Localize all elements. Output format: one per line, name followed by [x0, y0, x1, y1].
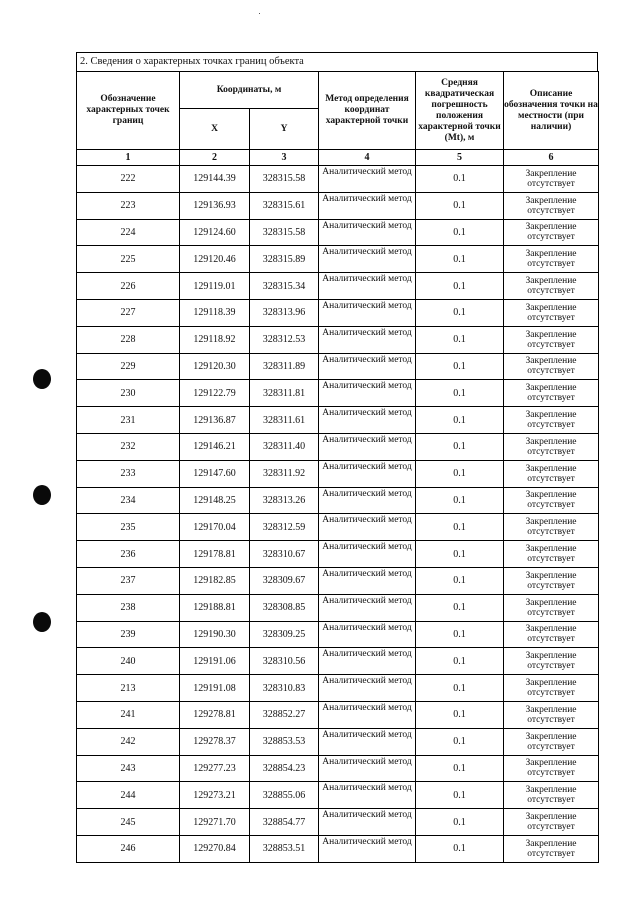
y-cell: 328855.06 [250, 782, 319, 809]
method-cell: Аналитический метод [319, 567, 416, 594]
point-cell: 229 [77, 353, 180, 380]
header-y: Y [250, 109, 319, 150]
y-cell: 328309.67 [250, 567, 319, 594]
x-cell: 129147.60 [180, 460, 250, 487]
mt-cell: 0.1 [416, 460, 504, 487]
x-cell: 129273.21 [180, 782, 250, 809]
point-cell: 230 [77, 380, 180, 407]
description-cell: Закрепление отсутствует [504, 675, 599, 702]
point-cell: 239 [77, 621, 180, 648]
table-row [77, 407, 599, 434]
point-cell: 225 [77, 246, 180, 273]
description-cell: Закрепление отсутствует [504, 835, 599, 862]
y-cell: 328313.26 [250, 487, 319, 514]
points-table [76, 71, 599, 863]
x-cell: 129190.30 [180, 621, 250, 648]
mt-cell: 0.1 [416, 299, 504, 326]
point-cell: 242 [77, 728, 180, 755]
description-cell: Закрепление отсутствует [504, 407, 599, 434]
y-cell: 328310.67 [250, 541, 319, 568]
mt-cell: 0.1 [416, 433, 504, 460]
description-cell: Закрепление отсутствует [504, 219, 599, 246]
points-section [76, 52, 598, 863]
column-number: 2 [180, 150, 250, 166]
y-cell: 328854.23 [250, 755, 319, 782]
x-cell: 129271.70 [180, 809, 250, 836]
section-title: 2. Сведения о характерных точках границ объекта [76, 52, 598, 71]
y-cell: 328310.83 [250, 675, 319, 702]
y-cell: 328315.61 [250, 192, 319, 219]
scan-speck [259, 13, 260, 14]
mt-cell: 0.1 [416, 353, 504, 380]
table-row [77, 380, 599, 407]
point-cell: 238 [77, 594, 180, 621]
point-cell: 244 [77, 782, 180, 809]
mt-cell: 0.1 [416, 594, 504, 621]
mt-cell: 0.1 [416, 809, 504, 836]
description-cell: Закрепление отсутствует [504, 326, 599, 353]
method-cell: Аналитический метод [319, 648, 416, 675]
y-cell: 328308.85 [250, 594, 319, 621]
method-cell: Аналитический метод [319, 433, 416, 460]
column-number: 5 [416, 150, 504, 166]
method-cell: Аналитический метод [319, 621, 416, 648]
method-cell: Аналитический метод [319, 166, 416, 193]
y-cell: 328311.40 [250, 433, 319, 460]
method-cell: Аналитический метод [319, 326, 416, 353]
y-cell: 328313.96 [250, 299, 319, 326]
y-cell: 328853.51 [250, 835, 319, 862]
point-cell: 226 [77, 273, 180, 300]
y-cell: 328853.53 [250, 728, 319, 755]
point-cell: 228 [77, 326, 180, 353]
mt-cell: 0.1 [416, 567, 504, 594]
description-cell: Закрепление отсутствует [504, 246, 599, 273]
description-cell: Закрепление отсутствует [504, 755, 599, 782]
mt-cell: 0.1 [416, 514, 504, 541]
description-cell: Закрепление отсутствует [504, 166, 599, 193]
point-cell: 245 [77, 809, 180, 836]
table-row [77, 460, 599, 487]
method-cell: Аналитический метод [319, 675, 416, 702]
point-cell: 223 [77, 192, 180, 219]
table-row [77, 353, 599, 380]
mt-cell: 0.1 [416, 835, 504, 862]
binder-hole [33, 485, 51, 505]
description-cell: Закрепление отсутствует [504, 621, 599, 648]
y-cell: 328310.56 [250, 648, 319, 675]
table-row [77, 755, 599, 782]
mt-cell: 0.1 [416, 166, 504, 193]
x-cell: 129277.23 [180, 755, 250, 782]
mt-cell: 0.1 [416, 273, 504, 300]
table-row [77, 487, 599, 514]
y-cell: 328312.59 [250, 514, 319, 541]
table-row [77, 326, 599, 353]
point-cell: 243 [77, 755, 180, 782]
x-cell: 129191.08 [180, 675, 250, 702]
method-cell: Аналитический метод [319, 192, 416, 219]
table-row [77, 273, 599, 300]
x-cell: 129144.39 [180, 166, 250, 193]
description-cell: Закрепление отсутствует [504, 380, 599, 407]
header-x: X [180, 109, 250, 150]
y-cell: 328852.27 [250, 701, 319, 728]
method-cell: Аналитический метод [319, 514, 416, 541]
method-cell: Аналитический метод [319, 541, 416, 568]
point-cell: 222 [77, 166, 180, 193]
method-cell: Аналитический метод [319, 701, 416, 728]
point-cell: 240 [77, 648, 180, 675]
mt-cell: 0.1 [416, 246, 504, 273]
description-cell: Закрепление отсутствует [504, 353, 599, 380]
y-cell: 328315.58 [250, 219, 319, 246]
table-row [77, 728, 599, 755]
mt-cell: 0.1 [416, 755, 504, 782]
point-cell: 234 [77, 487, 180, 514]
table-row [77, 541, 599, 568]
y-cell: 328315.58 [250, 166, 319, 193]
column-number: 6 [504, 150, 599, 166]
mt-cell: 0.1 [416, 782, 504, 809]
table-row [77, 567, 599, 594]
column-number: 1 [77, 150, 180, 166]
point-cell: 237 [77, 567, 180, 594]
method-cell: Аналитический метод [319, 782, 416, 809]
mt-cell: 0.1 [416, 380, 504, 407]
mt-cell: 0.1 [416, 701, 504, 728]
x-cell: 129178.81 [180, 541, 250, 568]
x-cell: 129188.81 [180, 594, 250, 621]
point-cell: 241 [77, 701, 180, 728]
table-body [77, 166, 599, 863]
mt-cell: 0.1 [416, 326, 504, 353]
description-cell: Закрепление отсутствует [504, 809, 599, 836]
table-row [77, 514, 599, 541]
table-row [77, 299, 599, 326]
x-cell: 129118.39 [180, 299, 250, 326]
table-row [77, 594, 599, 621]
description-cell: Закрепление отсутствует [504, 701, 599, 728]
x-cell: 129118.92 [180, 326, 250, 353]
table-row [77, 192, 599, 219]
header-point-designation: Обозначение характерных точек границ [77, 72, 180, 150]
x-cell: 129136.87 [180, 407, 250, 434]
x-cell: 129148.25 [180, 487, 250, 514]
description-cell: Закрепление отсутствует [504, 460, 599, 487]
description-cell: Закрепление отсутствует [504, 648, 599, 675]
table-row [77, 648, 599, 675]
point-cell: 233 [77, 460, 180, 487]
header-mt: Средняя квадратическая погрешность положения характерной точки (Mt), м [416, 72, 504, 150]
method-cell: Аналитический метод [319, 809, 416, 836]
description-cell: Закрепление отсутствует [504, 299, 599, 326]
mt-cell: 0.1 [416, 541, 504, 568]
table-row [77, 246, 599, 273]
method-cell: Аналитический метод [319, 407, 416, 434]
x-cell: 129146.21 [180, 433, 250, 460]
method-cell: Аналитический метод [319, 273, 416, 300]
y-cell: 328311.61 [250, 407, 319, 434]
y-cell: 328311.89 [250, 353, 319, 380]
point-cell: 213 [77, 675, 180, 702]
table-header [77, 72, 599, 166]
x-cell: 129170.04 [180, 514, 250, 541]
point-cell: 236 [77, 541, 180, 568]
method-cell: Аналитический метод [319, 299, 416, 326]
x-cell: 129136.93 [180, 192, 250, 219]
x-cell: 129278.37 [180, 728, 250, 755]
mt-cell: 0.1 [416, 648, 504, 675]
x-cell: 129120.30 [180, 353, 250, 380]
y-cell: 328311.81 [250, 380, 319, 407]
description-cell: Закрепление отсутствует [504, 567, 599, 594]
method-cell: Аналитический метод [319, 219, 416, 246]
method-cell: Аналитический метод [319, 594, 416, 621]
method-cell: Аналитический метод [319, 728, 416, 755]
binder-hole [33, 612, 51, 632]
y-cell: 328854.77 [250, 809, 319, 836]
description-cell: Закрепление отсутствует [504, 192, 599, 219]
table-row [77, 166, 599, 193]
mt-cell: 0.1 [416, 192, 504, 219]
x-cell: 129122.79 [180, 380, 250, 407]
table-row [77, 701, 599, 728]
table-row [77, 621, 599, 648]
mt-cell: 0.1 [416, 407, 504, 434]
y-cell: 328315.34 [250, 273, 319, 300]
mt-cell: 0.1 [416, 728, 504, 755]
binder-hole [33, 369, 51, 389]
point-cell: 224 [77, 219, 180, 246]
x-cell: 129182.85 [180, 567, 250, 594]
description-cell: Закрепление отсутствует [504, 514, 599, 541]
point-cell: 246 [77, 835, 180, 862]
point-cell: 235 [77, 514, 180, 541]
method-cell: Аналитический метод [319, 246, 416, 273]
header-method: Метод определения координат характерной точки [319, 72, 416, 150]
x-cell: 129278.81 [180, 701, 250, 728]
y-cell: 328315.89 [250, 246, 319, 273]
table-row [77, 219, 599, 246]
y-cell: 328309.25 [250, 621, 319, 648]
point-cell: 231 [77, 407, 180, 434]
table-row [77, 433, 599, 460]
point-cell: 232 [77, 433, 180, 460]
y-cell: 328312.53 [250, 326, 319, 353]
mt-cell: 0.1 [416, 675, 504, 702]
point-cell: 227 [77, 299, 180, 326]
column-number: 3 [250, 150, 319, 166]
description-cell: Закрепление отсутствует [504, 433, 599, 460]
x-cell: 129124.60 [180, 219, 250, 246]
table-row [77, 809, 599, 836]
header-coordinates: Координаты, м [180, 72, 319, 109]
method-cell: Аналитический метод [319, 353, 416, 380]
mt-cell: 0.1 [416, 621, 504, 648]
method-cell: Аналитический метод [319, 835, 416, 862]
table-row [77, 675, 599, 702]
x-cell: 129120.46 [180, 246, 250, 273]
x-cell: 129270.84 [180, 835, 250, 862]
header-description: Описание обозначения точки на местности (при наличии) [504, 72, 599, 150]
y-cell: 328311.92 [250, 460, 319, 487]
mt-cell: 0.1 [416, 487, 504, 514]
description-cell: Закрепление отсутствует [504, 782, 599, 809]
description-cell: Закрепление отсутствует [504, 594, 599, 621]
description-cell: Закрепление отсутствует [504, 541, 599, 568]
column-number: 4 [319, 150, 416, 166]
x-cell: 129191.06 [180, 648, 250, 675]
mt-cell: 0.1 [416, 219, 504, 246]
description-cell: Закрепление отсутствует [504, 728, 599, 755]
description-cell: Закрепление отсутствует [504, 273, 599, 300]
method-cell: Аналитический метод [319, 380, 416, 407]
method-cell: Аналитический метод [319, 487, 416, 514]
table-row [77, 835, 599, 862]
description-cell: Закрепление отсутствует [504, 487, 599, 514]
method-cell: Аналитический метод [319, 755, 416, 782]
table-row [77, 782, 599, 809]
x-cell: 129119.01 [180, 273, 250, 300]
method-cell: Аналитический метод [319, 460, 416, 487]
